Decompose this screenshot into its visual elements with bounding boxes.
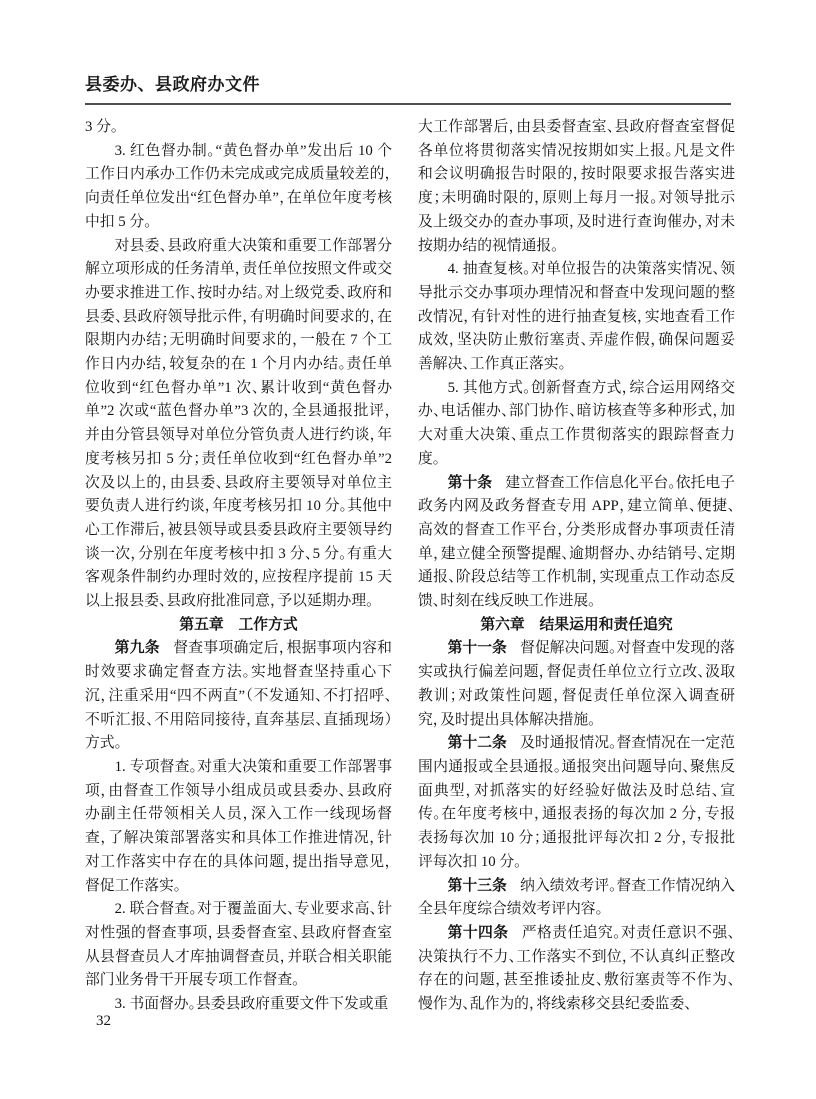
article-number: 第十三条 bbox=[447, 877, 507, 894]
header-rule bbox=[85, 103, 731, 105]
chapter-heading: 第五章 工作方式 bbox=[179, 616, 298, 633]
right-column bbox=[418, 116, 735, 1017]
article-number: 第十一条 bbox=[447, 640, 507, 657]
article-paragraph: 第十四条 严格责任追究。对责任意识不强、决策执行不力、工作落实不到位，不认真纠正整改存在的问题，甚至推诿扯皮、敷衍塞责等不作为、慢作为、乱作为的，将线索移交县纪委监委、 bbox=[418, 924, 735, 1013]
article-paragraph: 第十三条 纳入绩效考评。督查工作情况纳入全县年度综合绩效考评内容。 bbox=[418, 877, 735, 918]
article-paragraph: 第九条 督查事项确定后，根据事项内容和时效要求确定督查方法。实地督查坚持重心下沉，注重采用“四不两直”（不发通知、不打招呼、不听汇报、不用陪同接待，直奔基层、直插现场）方式。 bbox=[85, 640, 392, 752]
article-number: 第十四条 bbox=[447, 924, 509, 941]
paragraph: 1. 专项督查。对重大决策和重要工作部署事项，由督查工作领导小组成员或县委办、县政府办副主任带领相关人员，深入工作一线现场督查，了解决策部署落实和具体工作推进情况，针对工作落实中存在的具体问题，提出指导意见，督促工作落实。 bbox=[85, 758, 392, 894]
chapter-heading: 第六章 结果运用和责任追究 bbox=[480, 616, 673, 633]
article-paragraph: 第十一条 督促解决问题。对督查中发现的落实或执行偏差问题，督促责任单位立行立改、汲取教训；对政策性问题，督促责任单位深入调查研究，及时提出具体解决措施。 bbox=[418, 640, 735, 728]
header-title: 县委办、县政府办文件 bbox=[85, 75, 260, 94]
page-footer bbox=[96, 1012, 111, 1030]
article-paragraph: 第十条 建立督查工作信息化平台。依托电子政务内网及政务督查专用 APP，建立简单、便捷、高效的督查工作平台，分类形成督办事项责任清单，建立健全预警提醒、逾期督办、办结销号、定期通报、阶段总结等工作机制，实现重点工作动态反馈、时刻在线反映工作进展。 bbox=[418, 474, 735, 610]
article-number: 第十条 bbox=[447, 474, 493, 491]
article-number: 第九条 bbox=[114, 640, 160, 657]
paragraph: 大工作部署后，由县委督查室、县政府督查室督促各单位将贯彻落实情况按期如实上报。凡是文件和会议明确报告时限的，按时限要求报告落实进度；未明确时限的，原则上每月一报。对领导批示及上级交办的查办事项，及时进行查询催办，对未按期办结的视情通报。 bbox=[418, 119, 735, 254]
paragraph: 4. 抽查复核。对单位报告的决策落实情况、领导批示交办事项办理情况和督查中发现问题的整改情况，有针对性的进行抽查复核，实地查看工作成效，坚决防止敷衍塞责、弄虚作假，确保问题妥善解决、工作真正落实。 bbox=[418, 261, 735, 373]
paragraph: 5. 其他方式。创新督查方式，综合运用网络交办、电话催办、部门协作、暗访核查等多种形式，加大对重大决策、重点工作贯彻落实的跟踪督查力度。 bbox=[418, 379, 735, 467]
paragraph: 3 分。 bbox=[85, 119, 119, 135]
article-paragraph: 第十二条 及时通报情况。督查情况在一定范围内通报或全县通报。通报突出问题导向、聚焦反面典型，对抓落实的好经验好做法及时总结、宣传。在年度考核中，通报表扬的每次加 2 分，专报表扬每次加 10 分；通报批评每次扣 2 分，专报批评每次扣 10 分。 bbox=[418, 735, 735, 870]
left-column bbox=[85, 116, 392, 1017]
document-body bbox=[85, 116, 735, 1017]
paragraph: 2. 联合督查。对于覆盖面大、专业要求高、针对性强的督查事项，县委督查室、县政府督查室从县督查员人才库抽调督查员，并联合相关职能部门业务骨干开展专项工作督查。 bbox=[85, 901, 392, 989]
paragraph: 3. 红色督办制。“黄色督办单”发出后 10 个工作日内承办工作仍未完成或完成质量较差的，向责任单位发出“红色督办单”，在单位年度考核中扣 5 分。 bbox=[85, 142, 392, 230]
page-number: 32 bbox=[96, 1013, 111, 1029]
paragraph: 对县委、县政府重大决策和重要工作部署分解立项形成的任务清单，责任单位按照文件或交办要求推进工作、按时办结。对上级党委、政府和县委、县政府领导批示件，有明确时间要求的，在限期内办结；无明确时间要求的，一般在 7 个工作日内办结，较复杂的在 1 个月内办结。责任单位收到“红色督办单”1 次、累计收到“黄色督办单”2 次或“蓝色督办单”3 次的，全县通报批评，并由分管县领导对单位分管负责人进行约谈，年度考核另扣 5 分；责任单位收到“红色督办单”2 次及以上的，由县委、县政府主要领导对单位主要负责人进行约谈，年度考核另扣 10 分。其他中心工作滞后，被县领导或县委县政府主要领导约谈一次，分别在年度考核中扣 3 分、5 分。有重大客观条件制约办理时效的，应按程序提前 15 天以上报县委、县政府批准同意，予以延期办理。 bbox=[85, 237, 392, 610]
article-number: 第十二条 bbox=[447, 735, 507, 752]
paragraph: 3. 书面督办。县委县政府重要文件下发或重 bbox=[114, 996, 389, 1013]
page-header bbox=[85, 75, 731, 105]
